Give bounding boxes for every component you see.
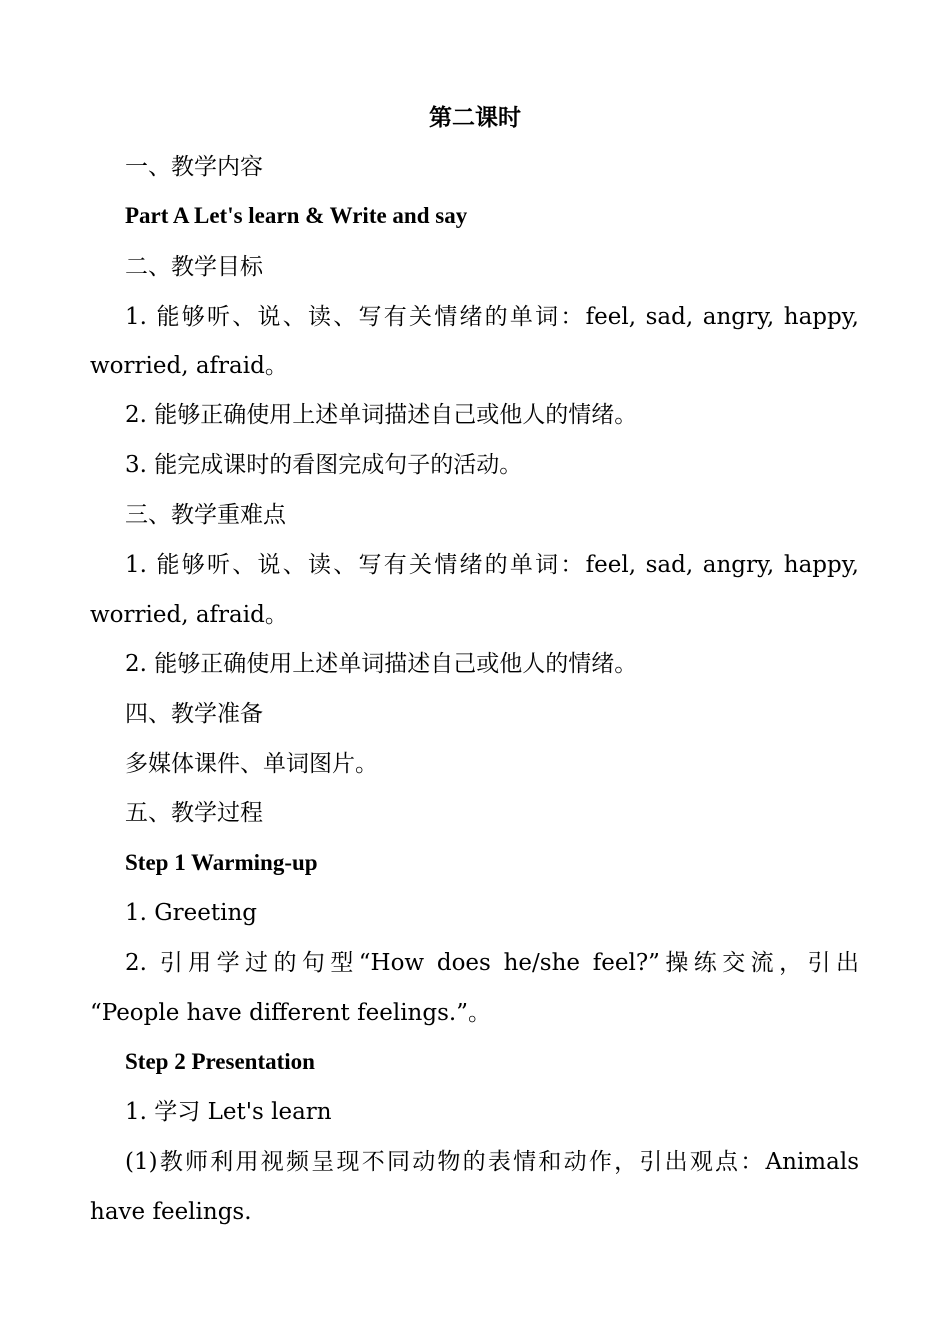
keypoint-item-1: 1. 能够听、说、读、写有关情绪的单词：feel, sad, angry, happy, — [125, 552, 859, 578]
step-1-item-1: 1. Greeting — [125, 900, 257, 926]
section-heading-process: 五、教学过程 — [125, 800, 263, 826]
preparation-text: 多媒体课件、单词图片。 — [125, 751, 378, 777]
goal-item-2: 2. 能够正确使用上述单词描述自己或他人的情绪。 — [125, 402, 638, 428]
step-2-heading: Step 2 Presentation — [125, 1049, 315, 1074]
keypoint-item-2: 2. 能够正确使用上述单词描述自己或他人的情绪。 — [125, 651, 638, 677]
step-1-heading: Step 1 Warming-up — [125, 850, 318, 875]
step-2-item-1-sub-1-cont: have feelings. — [90, 1199, 252, 1225]
section-heading-content: 一、教学内容 — [125, 154, 263, 180]
goal-item-1: 1. 能够听、说、读、写有关情绪的单词：feel, sad, angry, happy, — [125, 304, 859, 330]
section-heading-keypoints: 三、教学重难点 — [125, 502, 286, 528]
goal-item-1-cont: worried, afraid。 — [90, 353, 288, 379]
step-2-item-1-sub-1: (1)教师利用视频呈现不同动物的表情和动作，引出观点：Animals — [125, 1149, 859, 1175]
step-1-item-2: 2. 引用学过的句型“How does he/she feel?”操练交流，引出 — [125, 950, 859, 976]
keypoint-item-1-cont: worried, afraid。 — [90, 602, 288, 628]
doc-title: 第二课时 — [429, 104, 521, 131]
lesson-part-heading: Part A Let's learn & Write and say — [125, 203, 468, 228]
goal-item-3: 3. 能完成课时的看图完成句子的活动。 — [125, 452, 523, 478]
section-heading-goals: 二、教学目标 — [125, 254, 263, 280]
step-2-item-1: 1. 学习 Let's learn — [125, 1099, 332, 1125]
step-1-item-2-cont: “People have different feelings.”。 — [90, 1000, 491, 1026]
section-heading-preparation: 四、教学准备 — [125, 701, 263, 727]
